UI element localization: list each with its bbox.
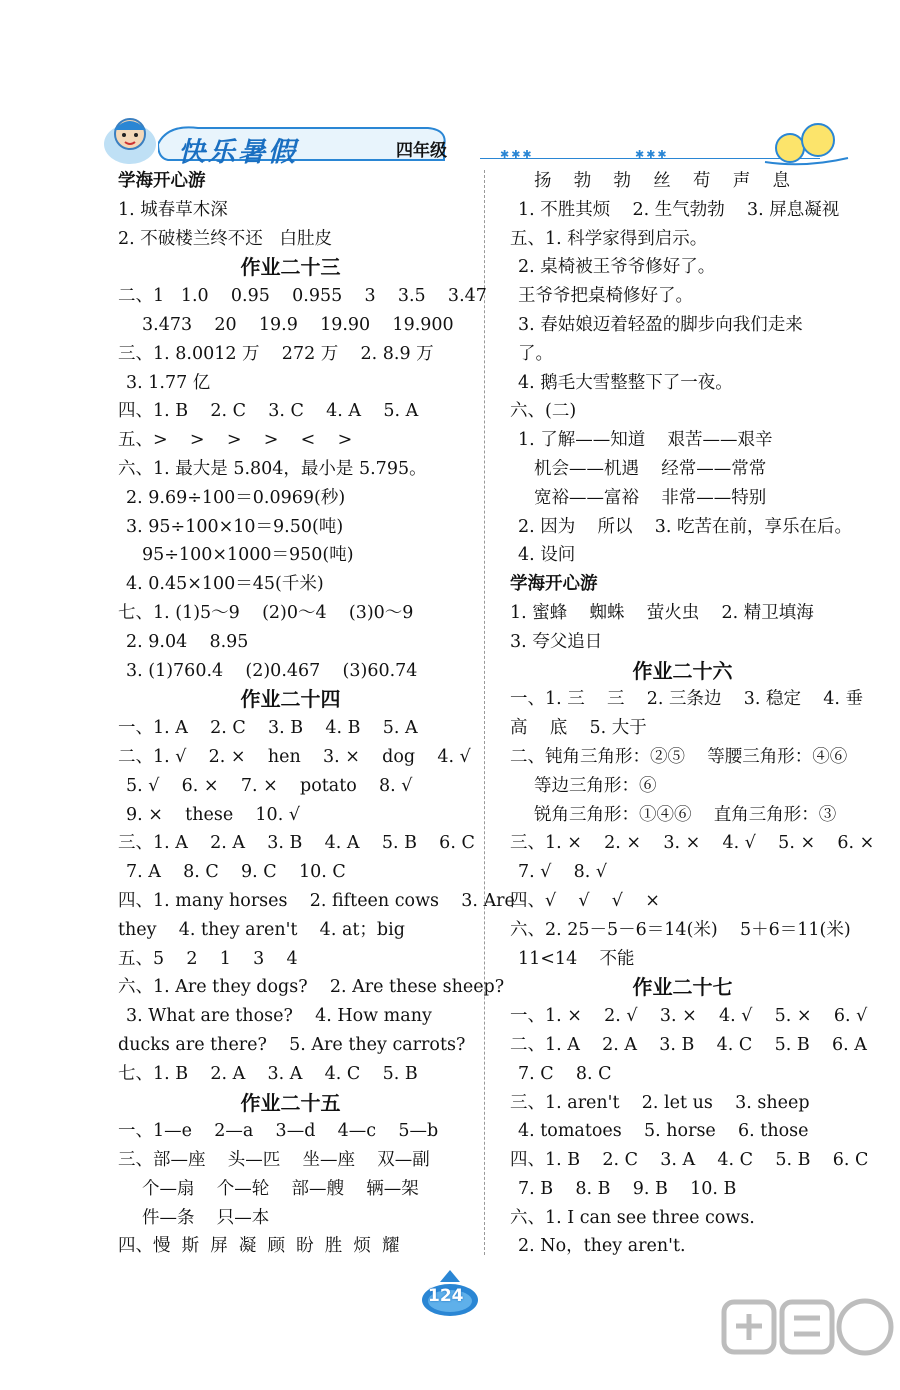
answer-line: they 4. they aren't 4. at；big bbox=[118, 919, 405, 940]
answer-line: 高 底 5. 大于 bbox=[510, 718, 647, 739]
bubble-deco-icon bbox=[760, 118, 850, 168]
answer-line: 五、1. 科学家得到启示。 bbox=[510, 228, 708, 249]
banner-title: 快乐暑假 bbox=[178, 137, 298, 168]
answer-line: 1. 不胜其烦 2. 生气勃勃 3. 屏息凝视 bbox=[518, 199, 840, 220]
section-title: 学海开心游 bbox=[510, 574, 598, 595]
answer-line: 六、1. 最大是 5.804，最小是 5.795。 bbox=[118, 458, 427, 479]
answer-line: 2. 不破楼兰终不还 白肚皮 bbox=[118, 228, 332, 249]
answer-line: ducks are there? 5. Are they carrots? bbox=[118, 1034, 466, 1055]
answer-line: 95÷100×1000＝950(吨) bbox=[142, 545, 354, 566]
answer-line: 三、部—座 头—匹 坐—座 双—副 bbox=[118, 1150, 430, 1171]
answer-line: 四、1. many horses 2. fifteen cows 3. Are bbox=[118, 890, 515, 911]
assignment-heading: 作业二十四 bbox=[240, 687, 341, 712]
answer-line: 一、1. A 2. C 3. B 4. B 5. A bbox=[118, 718, 418, 739]
answer-line: 等边三角形：⑥ bbox=[534, 775, 657, 796]
answer-line: 件—条 只—本 bbox=[142, 1207, 270, 1228]
grade-label: 四年级 bbox=[396, 141, 447, 161]
answer-line: 1. 了解——知道 艰苦——艰辛 bbox=[518, 430, 773, 451]
assignment-heading: 作业二十三 bbox=[240, 255, 341, 280]
answer-line: 机会——机遇 经常——常常 bbox=[534, 458, 767, 479]
answer-line: 3. 春姑娘迈着轻盈的脚步向我们走来 bbox=[518, 314, 803, 335]
answer-line: 7. A 8. C 9. C 10. C bbox=[126, 862, 346, 883]
assignment-heading: 作业二十五 bbox=[240, 1090, 341, 1115]
answer-line: 4. 鹅毛大雪整整下了一夜。 bbox=[518, 372, 733, 393]
answer-line: 七、1. (1)5～9 (2)0～4 (3)0～9 bbox=[118, 602, 414, 623]
answer-line: 扬 勃 勃 丝 苟 声 息 bbox=[534, 171, 791, 191]
answer-line: 宽裕——富裕 非常——特别 bbox=[534, 487, 767, 508]
star-deco: ✱✱✱ bbox=[500, 148, 534, 161]
answer-line: 7. √ 8. √ bbox=[518, 862, 608, 883]
answer-line: 3. (1)760.4 (2)0.467 (3)60.74 bbox=[126, 660, 418, 681]
answer-line: 2. 9.69÷100＝0.0969(秒) bbox=[126, 487, 346, 508]
answer-line: 3. What are those? 4. How many bbox=[126, 1006, 432, 1027]
answer-line: 六、1. Are they dogs? 2. Are these sheep? bbox=[118, 977, 505, 998]
answer-line: 3. 1.77 亿 bbox=[126, 372, 211, 393]
answer-line: 一、1. 三 三 2. 三条边 3. 稳定 4. 垂 bbox=[510, 689, 864, 710]
answer-line: 一、1. × 2. √ 3. × 4. √ 5. × 6. √ bbox=[510, 1006, 868, 1027]
answer-line: 1. 蜜蜂 蜘蛛 萤火虫 2. 精卫填海 bbox=[510, 602, 814, 623]
answer-line: 个—扇 个—轮 部—艘 辆—架 bbox=[142, 1178, 419, 1199]
answer-line: 4. 设问 bbox=[518, 545, 576, 566]
answer-line: 六、(二) bbox=[510, 401, 577, 422]
answer-line: 五、5 2 1 3 4 bbox=[118, 948, 298, 969]
answer-logo-icon bbox=[720, 1296, 895, 1386]
answer-line: 3. 95÷100×10＝9.50(吨) bbox=[126, 516, 344, 537]
answer-line: 二、1. A 2. A 3. B 4. C 5. B 6. A bbox=[510, 1034, 867, 1055]
answer-line: 11<14 不能 bbox=[518, 948, 635, 969]
answer-line: 二、1 1.0 0.95 0.955 3 3.5 3.47 bbox=[118, 286, 487, 307]
answer-line: 了。 bbox=[518, 343, 553, 364]
answer-line: 四、1. B 2. C 3. C 4. A 5. A bbox=[118, 401, 419, 422]
answer-line: 三、1. 8.0012 万 272 万 2. 8.9 万 bbox=[118, 343, 434, 364]
answer-line: 3. 夸父追日 bbox=[510, 631, 603, 652]
answer-line: 三、1. × 2. × 3. × 4. √ 5. × 6. × bbox=[510, 833, 875, 854]
answer-line: 五、> > > > < > bbox=[118, 430, 353, 451]
answer-line: 七、1. B 2. A 3. A 4. C 5. B bbox=[118, 1063, 418, 1084]
answer-line: 二、1. √ 2. × hen 3. × dog 4. √ bbox=[118, 746, 471, 767]
answer-line: 三、1. A 2. A 3. B 4. A 5. B 6. C bbox=[118, 833, 475, 854]
column-divider bbox=[484, 170, 485, 1255]
answer-line: 一、1—e 2—a 3—d 4—c 5—b bbox=[118, 1121, 439, 1142]
answer-line: 1. 城春草木深 bbox=[118, 199, 228, 220]
star-deco: ✱✱✱ bbox=[635, 148, 669, 161]
answer-line: 2. 桌椅被王爷爷修好了。 bbox=[518, 257, 716, 278]
section-title: 学海开心游 bbox=[118, 171, 206, 191]
left-column bbox=[118, 167, 515, 1261]
answer-line: 3.473 20 19.9 19.90 19.900 bbox=[142, 314, 454, 335]
mascot-icon bbox=[100, 110, 162, 166]
answer-line: 二、钝角三角形：②⑤ 等腰三角形：④⑥ bbox=[510, 746, 848, 767]
page-number: 124 bbox=[428, 1286, 464, 1306]
answer-line: 六、1. I can see three cows. bbox=[510, 1207, 755, 1228]
answer-line: 六、2. 25－5－6＝14(米) 5＋6＝11(米) bbox=[510, 919, 851, 940]
answer-line: 锐角三角形：①④⑥ 直角三角形：③ bbox=[534, 804, 837, 825]
right-column bbox=[510, 167, 875, 1261]
answer-line: 7. C 8. C bbox=[518, 1063, 612, 1084]
page-header bbox=[100, 100, 850, 170]
answer-line: 四、1. B 2. C 3. A 4. C 5. B 6. C bbox=[510, 1150, 869, 1171]
answer-line: 四、慢 斯 屏 凝 顾 盼 胜 烦 耀 bbox=[118, 1236, 400, 1257]
answer-line: 5. √ 6. × 7. × potato 8. √ bbox=[126, 775, 413, 796]
answer-line: 7. B 8. B 9. B 10. B bbox=[518, 1178, 737, 1199]
assignment-heading: 作业二十七 bbox=[632, 975, 733, 1000]
answer-line: 2. 9.04 8.95 bbox=[126, 631, 249, 652]
answer-line: 2. No，they aren't. bbox=[518, 1236, 686, 1257]
answer-line: 2. 因为 所以 3. 吃苦在前，享乐在后。 bbox=[518, 516, 853, 537]
answer-line: 三、1. aren't 2. let us 3. sheep bbox=[510, 1092, 810, 1113]
answer-line: 4. 0.45×100＝45(千米) bbox=[126, 574, 324, 595]
answer-line: 四、√ √ √ × bbox=[510, 890, 660, 911]
assignment-heading: 作业二十六 bbox=[632, 658, 733, 683]
answer-line: 4. tomatoes 5. horse 6. those bbox=[518, 1121, 809, 1142]
answer-line: 9. × these 10. √ bbox=[126, 804, 300, 825]
answer-line: 王爷爷把桌椅修好了。 bbox=[518, 286, 693, 307]
